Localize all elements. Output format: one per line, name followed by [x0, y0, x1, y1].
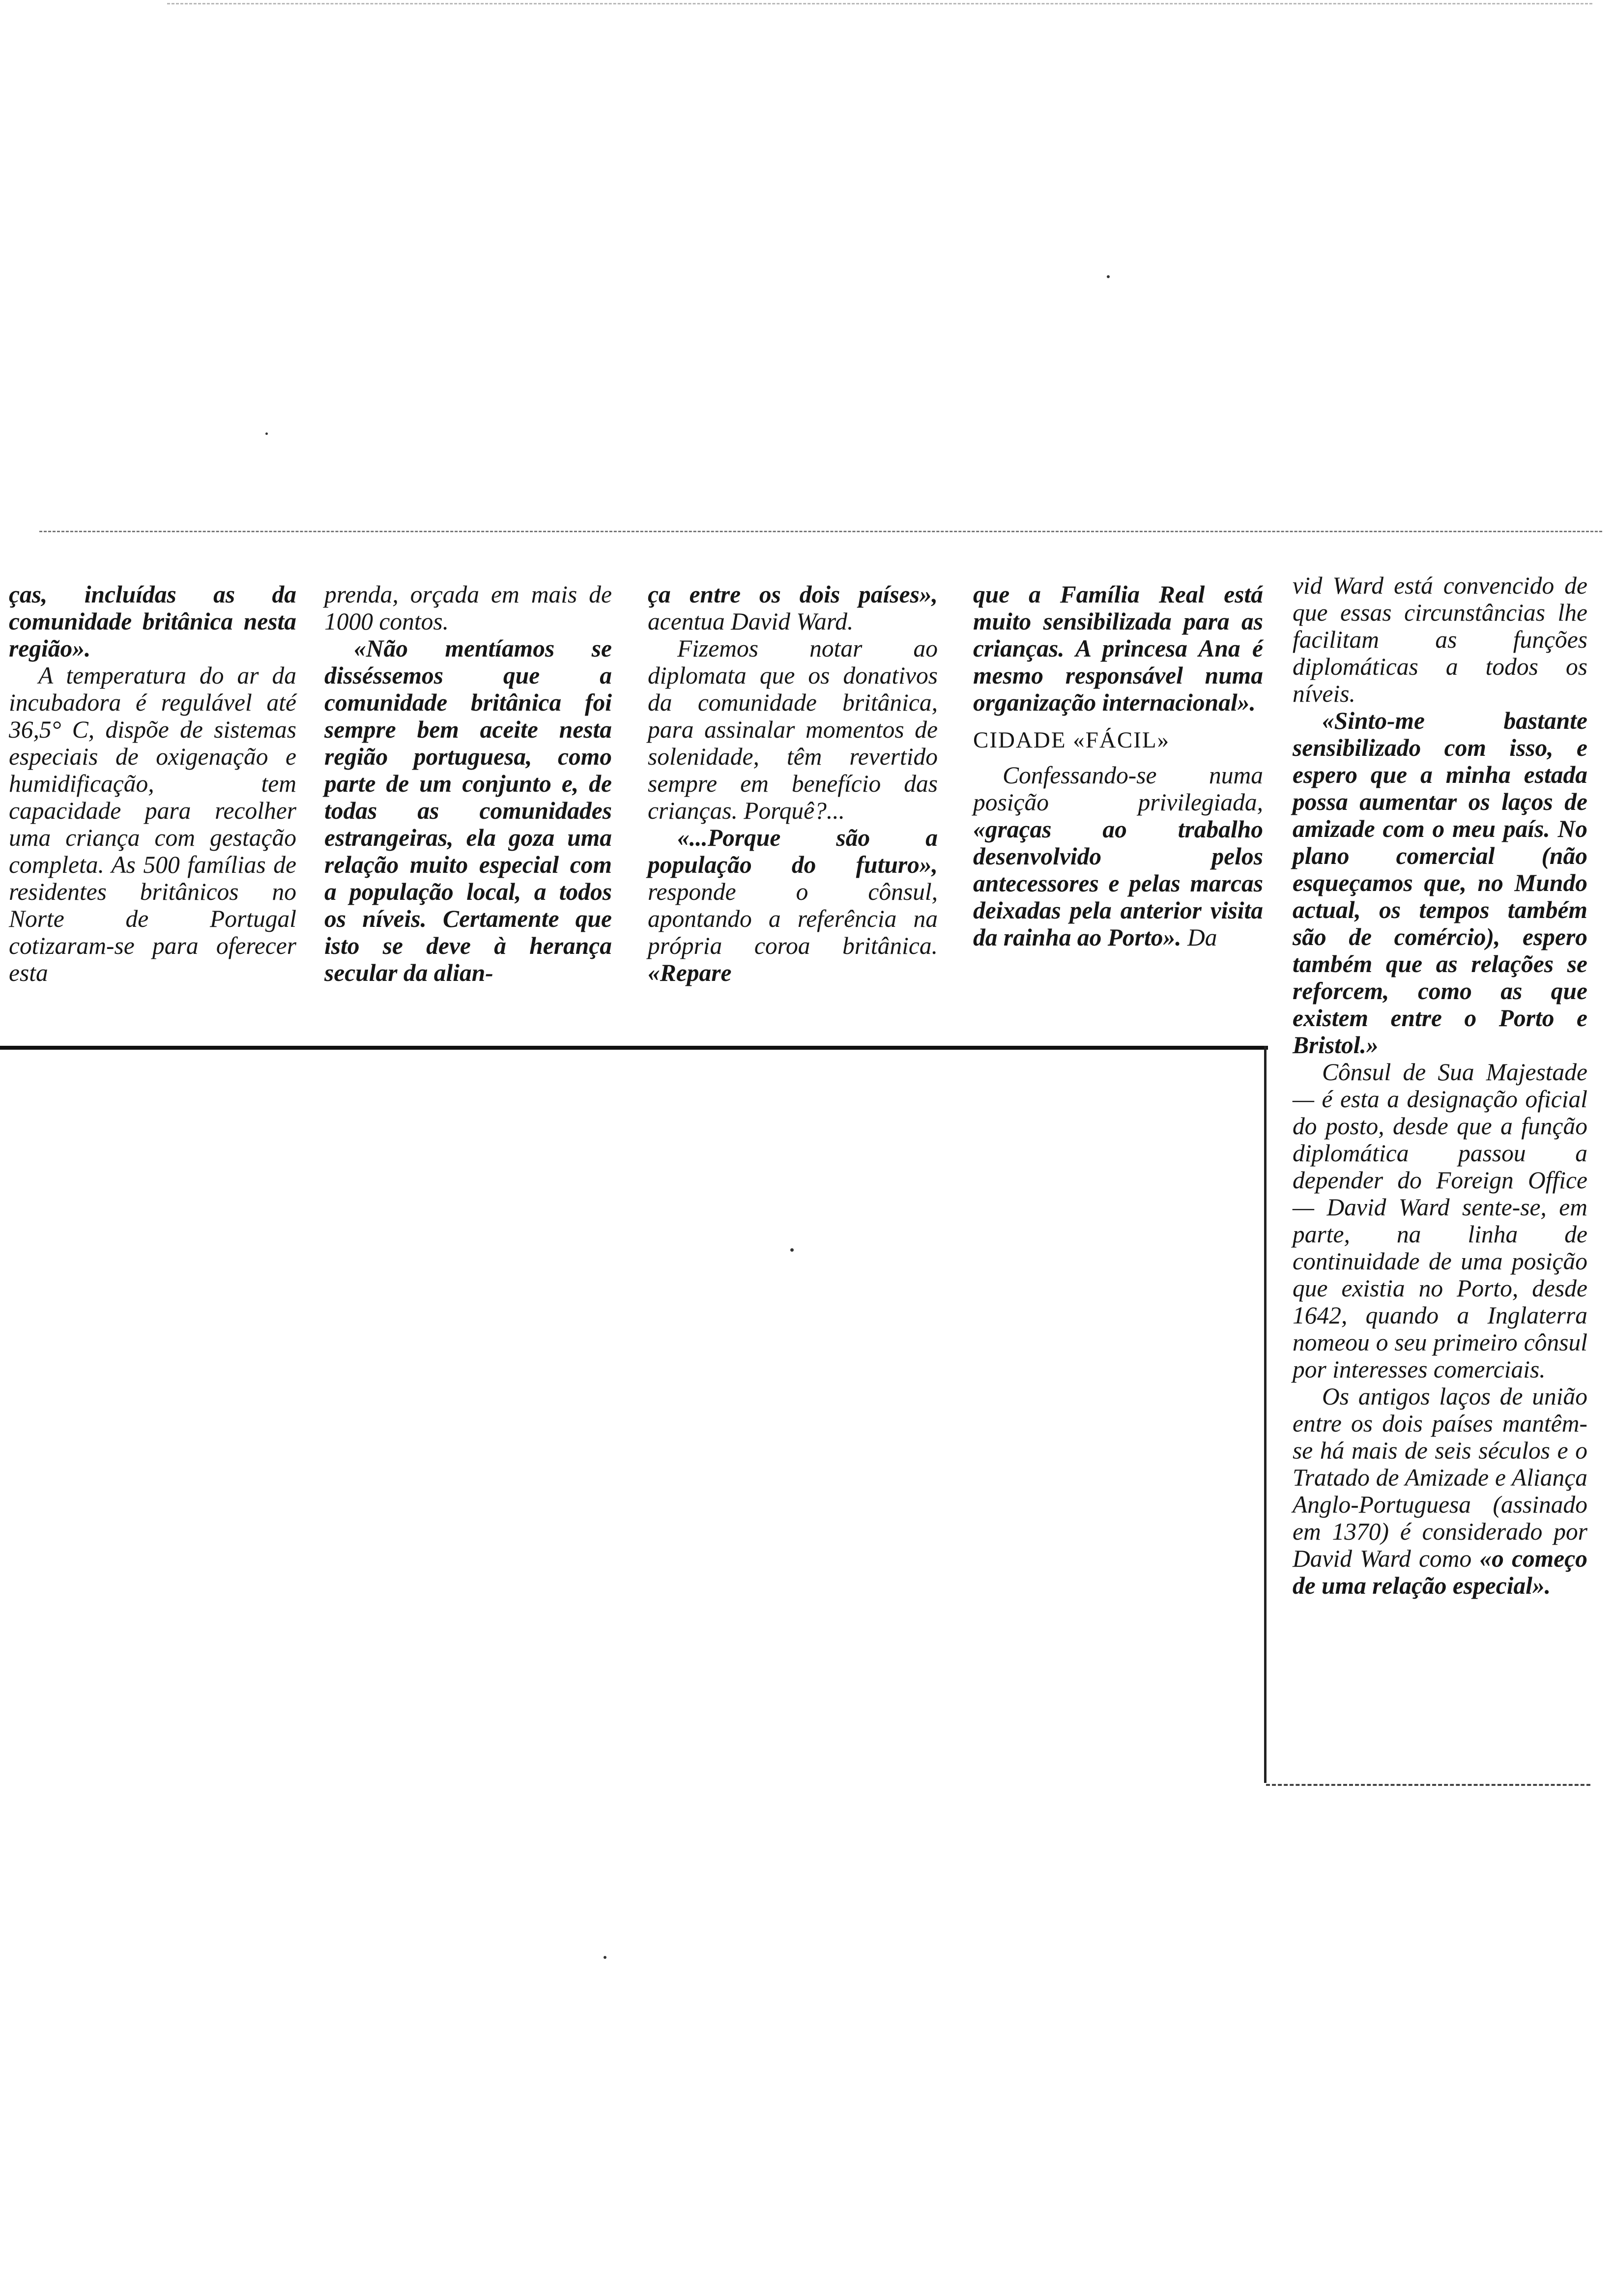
article-paragraph: «...Porque são a população do futuro», responde o cônsul, apontando a referência na própria coroa britânica. «Repare [648, 824, 938, 986]
article-paragraph: ça entre os dois países», acentua David Ward. [648, 581, 938, 635]
article-paragraph: Cônsul de Sua Majestade — é esta a designação oficial do posto, desde que a função diplomática passou a depender do Foreign Office — David Ward sente-se, em parte, na linha de continuidade de uma posição que existia no Porto, desde 1642, quando a Inglaterra nomeou o seu primeiro cônsul por interesses comerciais. [1293, 1059, 1587, 1383]
article-paragraph: vid Ward está convencido de que essas circunstâncias lhe facilitam as funções diplomáticas a todos os níveis. [1293, 572, 1587, 707]
article-column-5 [1293, 572, 1587, 1599]
article-column-2 [324, 581, 612, 986]
column-rule-vertical [1264, 1046, 1267, 1783]
scan-artifact-top [167, 3, 1592, 4]
top-fold-line [39, 531, 1602, 532]
article-paragraph: A temperatura do ar da incubadora é regulável até 36,5° C, dispõe de sistemas especiais de oxigenação e humidificação, tem capacidade para recolher uma criança com gestação completa. As 500 famílias de residentes britânicos no Norte de Portugal cotizaram-se para oferecer esta [9, 662, 296, 986]
scan-speck [1107, 275, 1110, 278]
article-paragraph: ças, incluídas as da comunidade britânica nesta região». [9, 581, 296, 662]
article-paragraph: Os antigos laços de união entre os dois países mantêm-se há mais de seis séculos e o Tratado de Amizade e Aliança Anglo-Portuguesa (assinado em 1370) é considerado por David Ward como «o começo de uma relação especial». [1293, 1383, 1587, 1599]
scan-speck [790, 1248, 794, 1252]
scan-speck [265, 432, 268, 435]
scan-speck [604, 1956, 606, 1959]
column-rule-bottom [1266, 1784, 1590, 1786]
article-paragraph: prenda, orçada em mais de 1000 contos. [324, 581, 612, 635]
article-column-4 [973, 581, 1263, 951]
article-paragraph: «Sinto-me bastante sensibilizado com isso, e espero que a minha estada possa aumentar os laços de amizade com o meu país. No plano comercial (não esqueçamos que, no Mundo actual, os tempos também são de comércio), espero também que as relações se reforcem, como as que existem entre o Porto e Bristol.» [1293, 707, 1587, 1059]
article-paragraph: Fizemos notar ao diplomata que os donativos da comunidade britânica, para assinalar momentos de solenidade, têm revertido sempre em benefício das crianças. Porquê?... [648, 635, 938, 824]
article-column-3 [648, 581, 938, 986]
article-paragraph: Confessando-se numa posição privilegiada, «graças ao trabalho desenvolvido pelos antecessores e pelas marcas deixadas pela anterior visita da rainha ao Porto». Da [973, 762, 1263, 951]
article-column-1 [9, 581, 296, 986]
article-paragraph: que a Família Real está muito sensibilizada para as crianças. A princesa Ana é mesmo responsável numa organização internacional». [973, 581, 1263, 716]
article-paragraph: «Não mentíamos se disséssemos que a comunidade britânica foi sempre bem aceite nesta região portuguesa, como parte de um conjunto e, de todas as comunidades estrangeiras, ela goza uma relação muito especial com a população local, a todos os níveis. Certamente que isto se deve à herança secular da alian- [324, 635, 612, 986]
column-rule-horizontal [0, 1046, 1268, 1050]
section-heading: CIDADE «FÁCIL» [973, 727, 1170, 753]
